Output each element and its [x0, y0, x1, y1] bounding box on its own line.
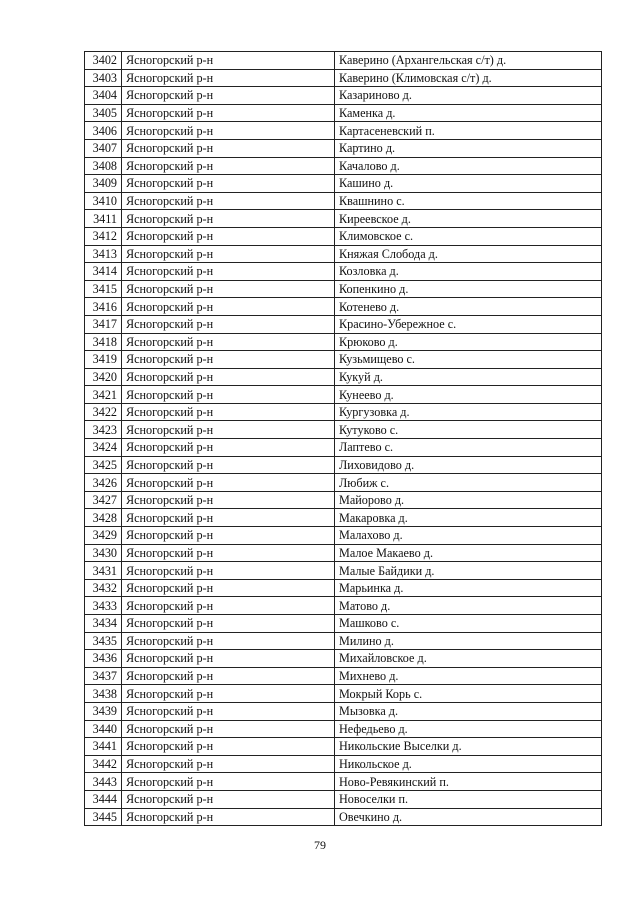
- settlement-cell: Овечкино д.: [335, 808, 602, 826]
- settlement-cell: Мокрый Корь с.: [335, 685, 602, 703]
- settlement-cell: Малахово д.: [335, 527, 602, 545]
- row-number-cell: 3435: [85, 632, 122, 650]
- settlement-cell: Матово д.: [335, 597, 602, 615]
- settlements-table: [84, 51, 602, 826]
- table-row: [85, 104, 602, 122]
- row-number-cell: 3424: [85, 439, 122, 457]
- settlement-cell: Машково с.: [335, 615, 602, 633]
- district-cell: Ясногорский р-н: [122, 615, 335, 633]
- table-row: [85, 509, 602, 527]
- row-number-cell: 3438: [85, 685, 122, 703]
- row-number-cell: 3408: [85, 157, 122, 175]
- table-row: [85, 333, 602, 351]
- district-cell: Ясногорский р-н: [122, 403, 335, 421]
- table-row: [85, 245, 602, 263]
- settlement-cell: Климовское с.: [335, 227, 602, 245]
- settlement-cell: Макаровка д.: [335, 509, 602, 527]
- settlement-cell: Михнево д.: [335, 667, 602, 685]
- district-cell: Ясногорский р-н: [122, 175, 335, 193]
- table-row: [85, 122, 602, 140]
- row-number-cell: 3413: [85, 245, 122, 263]
- row-number-cell: 3415: [85, 280, 122, 298]
- table-row: [85, 52, 602, 70]
- row-number-cell: 3406: [85, 122, 122, 140]
- table-row: [85, 368, 602, 386]
- table-row: [85, 298, 602, 316]
- row-number-cell: 3409: [85, 175, 122, 193]
- district-cell: Ясногорский р-н: [122, 632, 335, 650]
- settlement-cell: Мызовка д.: [335, 702, 602, 720]
- table-row: [85, 773, 602, 791]
- settlement-cell: Киреевское д.: [335, 210, 602, 228]
- row-number-cell: 3431: [85, 562, 122, 580]
- row-number-cell: 3425: [85, 456, 122, 474]
- district-cell: Ясногорский р-н: [122, 333, 335, 351]
- table-row: [85, 615, 602, 633]
- settlement-cell: Марьинка д.: [335, 579, 602, 597]
- district-cell: Ясногорский р-н: [122, 562, 335, 580]
- district-cell: Ясногорский р-н: [122, 368, 335, 386]
- district-cell: Ясногорский р-н: [122, 157, 335, 175]
- table-row: [85, 439, 602, 457]
- district-cell: Ясногорский р-н: [122, 509, 335, 527]
- district-cell: Ясногорский р-н: [122, 544, 335, 562]
- settlement-cell: Каверино (Архангельская с/т) д.: [335, 52, 602, 70]
- table-row: [85, 738, 602, 756]
- district-cell: Ясногорский р-н: [122, 579, 335, 597]
- row-number-cell: 3416: [85, 298, 122, 316]
- settlement-cell: Каменка д.: [335, 104, 602, 122]
- table-row: [85, 227, 602, 245]
- row-number-cell: 3426: [85, 474, 122, 492]
- table-row: [85, 579, 602, 597]
- row-number-cell: 3412: [85, 227, 122, 245]
- district-cell: Ясногорский р-н: [122, 597, 335, 615]
- row-number-cell: 3428: [85, 509, 122, 527]
- row-number-cell: 3402: [85, 52, 122, 70]
- table-row: [85, 685, 602, 703]
- table-row: [85, 527, 602, 545]
- row-number-cell: 3436: [85, 650, 122, 668]
- row-number-cell: 3417: [85, 315, 122, 333]
- row-number-cell: 3410: [85, 192, 122, 210]
- table-row: [85, 632, 602, 650]
- row-number-cell: 3434: [85, 615, 122, 633]
- table-row: [85, 403, 602, 421]
- row-number-cell: 3423: [85, 421, 122, 439]
- table-row: [85, 650, 602, 668]
- row-number-cell: 3433: [85, 597, 122, 615]
- district-cell: Ясногорский р-н: [122, 702, 335, 720]
- settlement-cell: Казариново д.: [335, 87, 602, 105]
- settlement-cell: Кутуково с.: [335, 421, 602, 439]
- row-number-cell: 3445: [85, 808, 122, 826]
- district-cell: Ясногорский р-н: [122, 720, 335, 738]
- district-cell: Ясногорский р-н: [122, 527, 335, 545]
- row-number-cell: 3419: [85, 351, 122, 369]
- table-row: [85, 386, 602, 404]
- settlement-cell: Княжая Слобода д.: [335, 245, 602, 263]
- table-row: [85, 456, 602, 474]
- settlement-cell: Котенево д.: [335, 298, 602, 316]
- settlement-cell: Козловка д.: [335, 263, 602, 281]
- table-body: [85, 52, 602, 826]
- settlement-cell: Картино д.: [335, 139, 602, 157]
- district-cell: Ясногорский р-н: [122, 315, 335, 333]
- district-cell: Ясногорский р-н: [122, 474, 335, 492]
- district-cell: Ясногорский р-н: [122, 280, 335, 298]
- row-number-cell: 3422: [85, 403, 122, 421]
- district-cell: Ясногорский р-н: [122, 298, 335, 316]
- settlement-cell: Малое Макаево д.: [335, 544, 602, 562]
- table-row: [85, 597, 602, 615]
- row-number-cell: 3439: [85, 702, 122, 720]
- table-row: [85, 720, 602, 738]
- district-cell: Ясногорский р-н: [122, 738, 335, 756]
- settlement-cell: Копенкино д.: [335, 280, 602, 298]
- settlement-cell: Лиховидово д.: [335, 456, 602, 474]
- district-cell: Ясногорский р-н: [122, 456, 335, 474]
- table-row: [85, 192, 602, 210]
- row-number-cell: 3442: [85, 755, 122, 773]
- row-number-cell: 3427: [85, 491, 122, 509]
- settlement-cell: Ново-Ревякинский п.: [335, 773, 602, 791]
- district-cell: Ясногорский р-н: [122, 192, 335, 210]
- settlement-cell: Малые Байдики д.: [335, 562, 602, 580]
- table-row: [85, 562, 602, 580]
- table-row: [85, 280, 602, 298]
- table-row: [85, 755, 602, 773]
- district-cell: Ясногорский р-н: [122, 667, 335, 685]
- district-cell: Ясногорский р-н: [122, 421, 335, 439]
- district-cell: Ясногорский р-н: [122, 122, 335, 140]
- district-cell: Ясногорский р-н: [122, 755, 335, 773]
- district-cell: Ясногорский р-н: [122, 87, 335, 105]
- table-row: [85, 474, 602, 492]
- district-cell: Ясногорский р-н: [122, 439, 335, 457]
- settlement-cell: Каверино (Климовская с/т) д.: [335, 69, 602, 87]
- district-cell: Ясногорский р-н: [122, 210, 335, 228]
- row-number-cell: 3443: [85, 773, 122, 791]
- row-number-cell: 3440: [85, 720, 122, 738]
- table-row: [85, 421, 602, 439]
- table-row: [85, 263, 602, 281]
- district-cell: Ясногорский р-н: [122, 351, 335, 369]
- row-number-cell: 3441: [85, 738, 122, 756]
- table-row: [85, 210, 602, 228]
- row-number-cell: 3405: [85, 104, 122, 122]
- row-number-cell: 3404: [85, 87, 122, 105]
- settlement-cell: Михайловское д.: [335, 650, 602, 668]
- settlement-cell: Картасеневский п.: [335, 122, 602, 140]
- district-cell: Ясногорский р-н: [122, 227, 335, 245]
- row-number-cell: 3407: [85, 139, 122, 157]
- district-cell: Ясногорский р-н: [122, 650, 335, 668]
- settlement-cell: Лаптево с.: [335, 439, 602, 457]
- district-cell: Ясногорский р-н: [122, 139, 335, 157]
- settlement-cell: Квашнино с.: [335, 192, 602, 210]
- district-cell: Ясногорский р-н: [122, 263, 335, 281]
- row-number-cell: 3418: [85, 333, 122, 351]
- row-number-cell: 3421: [85, 386, 122, 404]
- district-cell: Ясногорский р-н: [122, 52, 335, 70]
- district-cell: Ясногорский р-н: [122, 245, 335, 263]
- row-number-cell: 3437: [85, 667, 122, 685]
- district-cell: Ясногорский р-н: [122, 386, 335, 404]
- row-number-cell: 3411: [85, 210, 122, 228]
- settlement-cell: Кашино д.: [335, 175, 602, 193]
- settlement-cell: Никольские Выселки д.: [335, 738, 602, 756]
- table-row: [85, 351, 602, 369]
- settlement-cell: Кургузовка д.: [335, 403, 602, 421]
- table-row: [85, 491, 602, 509]
- settlement-cell: Крюково д.: [335, 333, 602, 351]
- district-cell: Ясногорский р-н: [122, 685, 335, 703]
- district-cell: Ясногорский р-н: [122, 104, 335, 122]
- row-number-cell: 3414: [85, 263, 122, 281]
- district-cell: Ясногорский р-н: [122, 808, 335, 826]
- settlement-cell: Нефедьево д.: [335, 720, 602, 738]
- table-row: [85, 544, 602, 562]
- settlement-cell: Майорово д.: [335, 491, 602, 509]
- settlement-cell: Никольское д.: [335, 755, 602, 773]
- table-row: [85, 702, 602, 720]
- row-number-cell: 3432: [85, 579, 122, 597]
- row-number-cell: 3430: [85, 544, 122, 562]
- settlement-cell: Милино д.: [335, 632, 602, 650]
- settlement-cell: Кунеево д.: [335, 386, 602, 404]
- row-number-cell: 3444: [85, 790, 122, 808]
- table-row: [85, 69, 602, 87]
- table-row: [85, 87, 602, 105]
- district-cell: Ясногорский р-н: [122, 69, 335, 87]
- row-number-cell: 3420: [85, 368, 122, 386]
- table-row: [85, 315, 602, 333]
- table-row: [85, 790, 602, 808]
- row-number-cell: 3403: [85, 69, 122, 87]
- page-number: 79: [314, 838, 326, 852]
- settlement-cell: Качалово д.: [335, 157, 602, 175]
- table-row: [85, 157, 602, 175]
- settlement-cell: Кукуй д.: [335, 368, 602, 386]
- settlement-cell: Новоселки п.: [335, 790, 602, 808]
- table-row: [85, 175, 602, 193]
- district-cell: Ясногорский р-н: [122, 790, 335, 808]
- district-cell: Ясногорский р-н: [122, 773, 335, 791]
- row-number-cell: 3429: [85, 527, 122, 545]
- district-cell: Ясногорский р-н: [122, 491, 335, 509]
- table-row: [85, 139, 602, 157]
- settlement-cell: Любиж с.: [335, 474, 602, 492]
- settlement-cell: Красино-Убережное с.: [335, 315, 602, 333]
- table-row: [85, 808, 602, 826]
- table-row: [85, 667, 602, 685]
- settlement-cell: Кузьмищево с.: [335, 351, 602, 369]
